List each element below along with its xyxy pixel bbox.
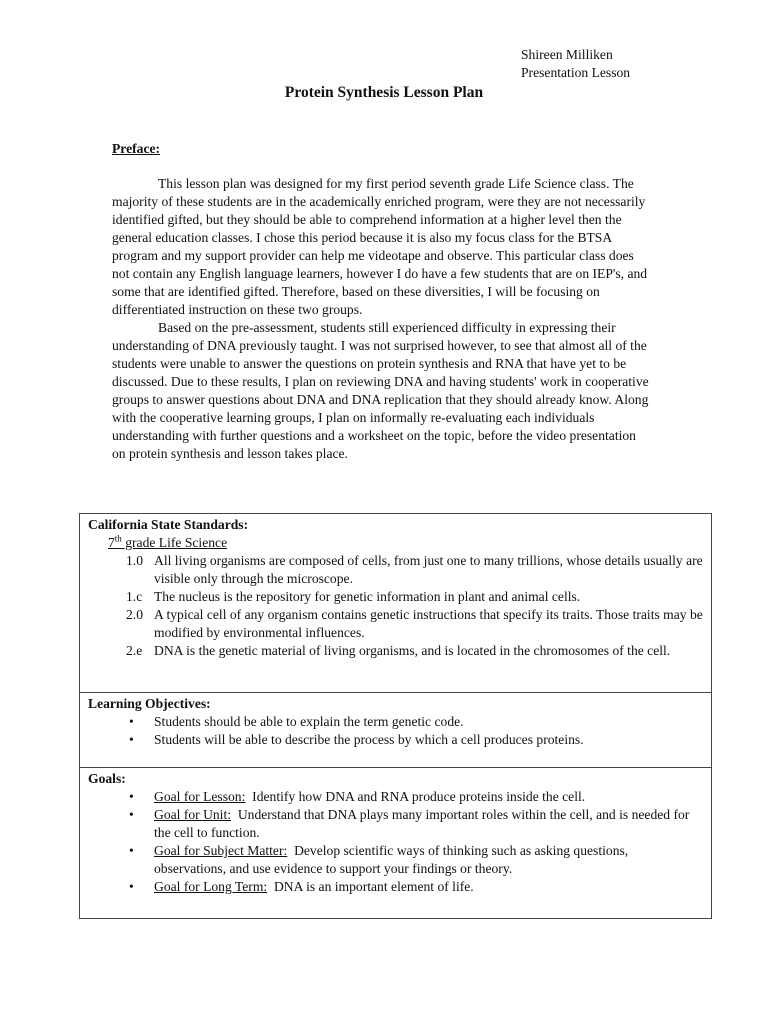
author-subtitle: Presentation Lesson bbox=[521, 65, 631, 80]
goals-section bbox=[79, 768, 712, 919]
preface-heading: Preface: bbox=[112, 141, 161, 156]
list-item: • Goal for Subject Matter: Develop scientific ways of thinking such as asking questions, observations, and use evidence to support your findings or theory. bbox=[88, 842, 703, 878]
list-item: • Goal for Lesson: Identify how DNA and RNA produce proteins inside the cell. bbox=[88, 788, 703, 806]
list-item: • Goal for Long Term: DNA is an important element of life. bbox=[88, 878, 703, 896]
author-block bbox=[521, 46, 630, 82]
preface-paragraph-1: This lesson plan was designed for my first period seventh grade Life Science class. The majority of these students are in the academically enriched program, were they are not necessarily identified gifted, but they should be able to comprehend information at a higher level then the general education classes. I chose this period because it is also my focus class for the BTSA program and my support provider can help me videotape and observe. This particular class does not contain any English language learners, however I do have a few students that are on IEP's, and some that are identified gifted. Therefore, based on these diversities, I will be focusing on differentiated instruction on these two groups. bbox=[112, 176, 648, 317]
standard-item: 1.c The nucleus is the repository for genetic information in plant and animal cells. bbox=[126, 589, 581, 604]
list-item: • Students should be able to explain the term genetic code. bbox=[88, 713, 703, 731]
standard-item: 2.0 A typical cell of any organism contains genetic instructions that specify its traits. Those traits may be modified by environmental influences. bbox=[126, 607, 703, 640]
standards-heading: California State Standards: bbox=[88, 517, 249, 532]
objectives-section bbox=[79, 693, 712, 768]
standard-item: 2.e DNA is the genetic material of living organisms, and is located in the chromosomes of the cell. bbox=[126, 643, 671, 658]
objectives-heading: Learning Objectives: bbox=[88, 696, 211, 711]
goals-list bbox=[88, 788, 703, 896]
list-item: • Students will be able to describe the process by which a cell produces proteins. bbox=[88, 731, 703, 749]
standard-item: 1.0 All living organisms are composed of cells, from just one to many trillions, whose details usually are visible only through the microscope. bbox=[126, 553, 703, 586]
grade-label: 7th grade Life Science bbox=[108, 533, 228, 550]
preface-text bbox=[112, 175, 652, 463]
list-item: • Goal for Unit: Understand that DNA plays many important roles within the cell, and is needed for the cell to function. bbox=[88, 806, 703, 842]
page-title: Protein Synthesis Lesson Plan bbox=[284, 84, 484, 101]
author-name: Shireen Milliken bbox=[521, 47, 613, 62]
preface-paragraph-2: Based on the pre-assessment, students still experienced difficulty in expressing their understanding of DNA previously taught. I was not surprised however, to see that almost all of the students were unable to answer the questions on protein synthesis and RNA that have yet to be discussed. Due to these results, I plan on reviewing DNA and having students' work in cooperative groups to answer questions about DNA and DNA replication that they should already know. Along with the cooperative learning groups, I plan on informally re-evaluating each individuals understanding with further questions and a worksheet on the topic, before the video presentation on protein synthesis and lesson takes place. bbox=[112, 320, 649, 461]
standards-section bbox=[79, 513, 712, 693]
goals-heading: Goals: bbox=[88, 771, 126, 786]
objectives-list bbox=[88, 713, 703, 749]
